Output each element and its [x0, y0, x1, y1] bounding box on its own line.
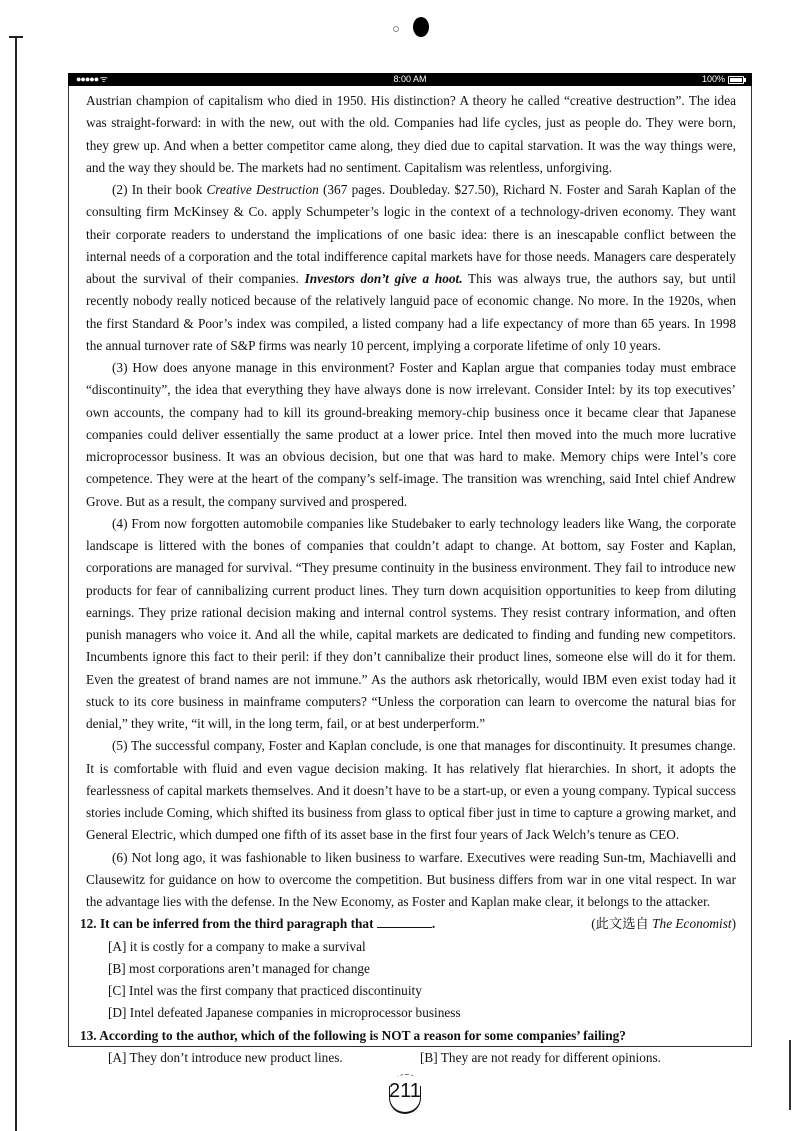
battery-status: [702, 73, 744, 86]
page-number: 211: [389, 1080, 421, 1102]
option-a: [A] They don’t introduce new product lines.: [108, 1049, 343, 1065]
book-title: Creative Destruction: [206, 182, 319, 197]
p2-text-a: (2) In their book: [112, 182, 207, 197]
status-bar: [68, 73, 752, 86]
p2-emphasis: Investors don’t give a hoot.: [304, 271, 463, 286]
edge-line: [789, 1040, 791, 1110]
p6-text: (6) Not long ago, it was fashionable to liken business to warfare. Executives were reading Sun-tm, Machiavelli and Clausewitz for guidance on how to overcome the competition. But business differs from war in one vital respect. In war the advantage lies with the defense. In the New Economy, as Foster and Kaplan make clear, it belongs to the attacker.: [86, 849, 736, 909]
question-12: 12. It can be inferred from the third paragraph that .: [80, 916, 436, 932]
source-name: The Economist: [652, 916, 732, 932]
question-13-options: [86, 1047, 736, 1069]
paragraph-3: (3) How does anyone manage in this environment? Foster and Kaplan argue that companies today must embrace “discontinuity”, the idea that everything they have always done is now irrelevant. Consider Intel: by its top executives’ own accounts, the company had to kill its ground-breaking memory-chip business once it became clear that Japanese companies could deliver essentially the same product at a lower price. Intel then moved into the much more lucrative microprocessor business. It was an obvious decision, but one that was hard to make. Memory chips were Intel’s core competence. They were at the heart of the company’s self-image. The transition was wrenching, said Intel chief Andrew Grove. But as a result, the company survived and prospered.: [86, 360, 736, 509]
paragraph-4: (4) From now forgotten automobile companies like Studebaker to early technology leaders like Wang, the corporate landscape is littered with the bones of companies that couldn’t adapt to change. At bottom, say Foster and Kaplan, corporations are managed for survival. “They presume continuity in the business environment. They fail to introduce new products for fear of cannibalizing current product lines. They turn down acquisition opportunities to keep from diluting earnings. They prize rational decision making and internal control systems. They resist contrary information, and often punish managers who voice it. And all the while, capital markets are dedicated to finding and funding new competitors. Incumbents ignore this fact to their peril: if they don’t cannibalize their product lines, someone else will do it for them. Even the greatest of brand names are not immune.” As the authors ask rhetorically, would IBM even exist today had it stuck to its core business in mainframe computers? “Unless the corporation can learn to overcome the natural bias for denial,” they write, “it will, in the long term, fail, or at best underperform.”: [86, 515, 736, 731]
p2-text-c: This was always true, the authors say, but until recently nobody really noticed because of the relatively languid pace of economic change. No more. In the 1920s, when the first Standard & Poor’s index was compiled, a listed company had a life expectancy of more than 65 years. In 1998 the annual turnover rate of S&P firms was nearly 10 percent, implying a corporate lifetime of only 10 years.: [86, 271, 736, 353]
question-stem: 12. It can be inferred from the third paragraph that: [80, 916, 374, 932]
p2-text-b: (367 pages. Doubleday. $27.50), Richard N. Foster and Sarah Kaplan of the consulting firm McKinsey & Co. apply Schumpeter’s logic in the context of a technology-driven economy. They want their corporate readers to understand the implications of one basic idea: there is an inescapable conflict between the internal needs of a corporation and the total indifference capital markets have for those needs. Managers care desperately about the survival of their companies.: [86, 182, 736, 286]
option-b: [B] They are not ready for different opinions.: [420, 1049, 661, 1065]
option-b: [B] most corporations aren’t managed for change: [108, 960, 370, 976]
option-d: [D] Intel defeated Japanese companies in microprocessor business: [108, 1005, 461, 1021]
battery-icon: [728, 76, 744, 84]
source-citation: [565, 913, 736, 935]
sensor-icon: [393, 26, 399, 32]
paragraph-1: Austrian champion of capitalism who died in 1950. His distinction? A theory he called “creative destruction”. The idea was straight-forward: in with the new, out with the old. Companies had life cycles, just as people do. They were born, they grew up. And when a better competitor came along, they died due to capital starvation. It was the way things were, and the way they should be. The markets had no sentiment. Capitalism was relentless, unforgiving.: [86, 93, 736, 175]
paragraph-5: (5) The successful company, Foster and Kaplan conclude, is one that manages for discontinuity. It presumes change. It is comfortable with fluid and even vague decision making. It has relatively flat hierarchies. In short, it adopts the fearlessness of capital markets themselves. And it doesn’t have to be a start-up, or even a young company. Typical success stories include Coming, which shifted its business from glass to optical fiber just in time to capture a growing market, and General Electric, which dumped one fifth of its asset base in the first four years of Jack Welch’s tenure as CEO.: [86, 738, 736, 843]
option-a: [A] it is costly for a company to make a survival: [108, 938, 366, 954]
status-time: 8:00 AM: [393, 74, 427, 84]
option-c: [C] Intel was the first company that practiced discontinuity: [108, 983, 422, 998]
question-13: 13. According to the author, which of the following is NOT a reason for some companies’ failing?: [80, 1027, 626, 1043]
battery-percent: 100%: [701, 74, 725, 84]
signal-icon: ●●●●● ᯤ: [76, 74, 107, 84]
source-prefix: (此文选自: [591, 916, 653, 932]
page-number-badge: [385, 1068, 425, 1116]
binding-line: [15, 38, 17, 1131]
article: [80, 90, 736, 1069]
source-suffix: ): [731, 916, 736, 932]
paragraph-2: [86, 179, 736, 357]
answer-blank: [377, 915, 432, 928]
camera-icon: [413, 17, 429, 37]
